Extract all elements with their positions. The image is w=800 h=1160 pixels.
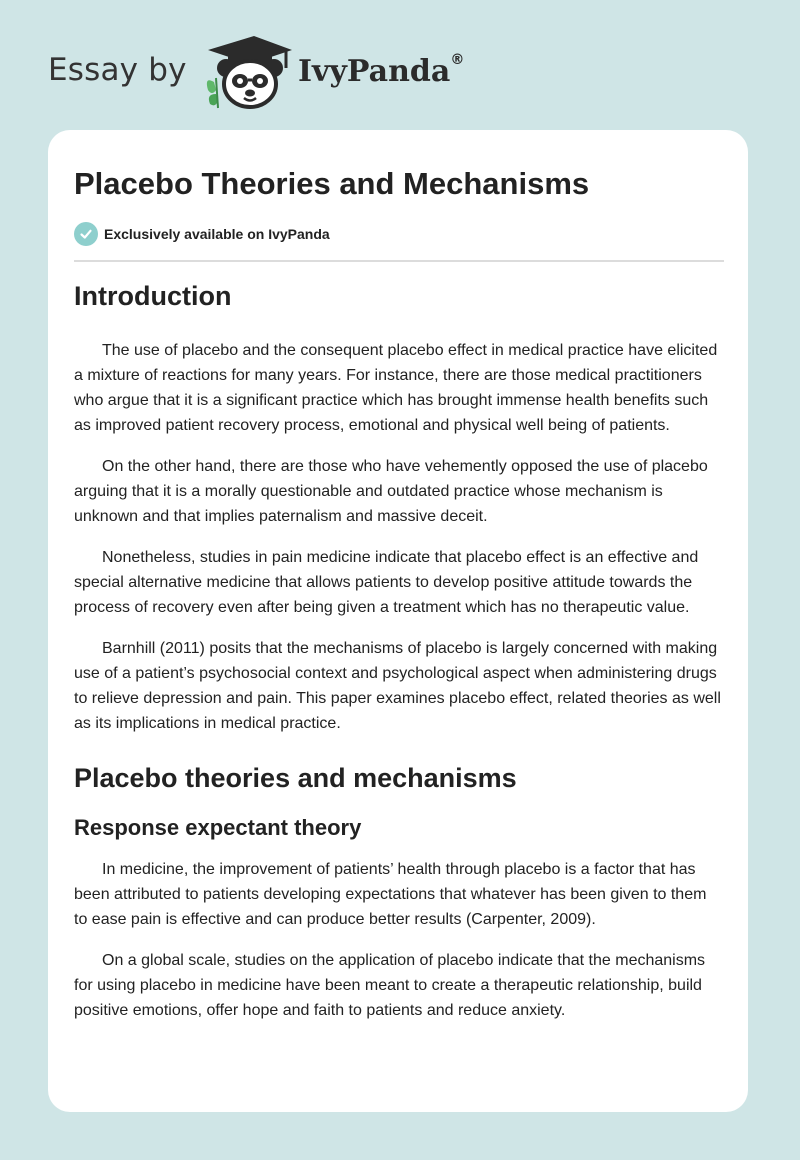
paragraph: Nonetheless, studies in pain medicine indicate that placebo effect is an effective and special alternative medicine that allows patients to develop positive attitude towards the process of recovery even after being given a treatment which has no therapeutic value.: [74, 548, 699, 616]
paragraph: On a global scale, studies on the application of placebo indicate that the mechanisms for using placebo in medicine have been meant to create a therapeutic relationship, build positive emotions, offer hope and faith to patients and reduce anxiety.: [74, 952, 706, 1019]
brand-name[interactable]: IvyPanda®: [298, 52, 465, 89]
article-body: [74, 280, 724, 1023]
section-heading-theories: Placebo theories and mechanisms: [74, 762, 517, 793]
subsection-heading-response-expectant: Response expectant theory: [74, 814, 362, 840]
check-icon: [74, 222, 98, 246]
page-title: Placebo Theories and Mechanisms: [74, 166, 590, 201]
essay-card: [48, 130, 748, 1112]
exclusive-text: Exclusively available on IvyPanda: [104, 226, 330, 242]
panda-logo-icon[interactable]: [202, 34, 294, 110]
paragraph: Barnhill (2011) posits that the mechanisms of placebo is largely concerned with making use of a patient’s psychosocial context and psychological aspect when administering drugs to relieve depression and pain. This paper examines placebo effect, related theories as well as its implications in medical practice.: [74, 639, 721, 732]
section-heading-introduction: Introduction: [74, 281, 232, 311]
paragraph: In medicine, the improvement of patients’ health through placebo is a factor that has been attributed to patients developing expectations that whatever has been given to them to ease pain is effective and can produce better results (Carpenter, 2009).: [74, 861, 707, 928]
site-header: [48, 30, 752, 110]
exclusive-badge: [74, 222, 330, 246]
registered-mark: ®: [450, 52, 465, 68]
essay-by-label: Essay by: [48, 52, 187, 88]
paragraph: The use of placebo and the consequent placebo effect in medical practice have elicited a mixture of reactions for many years. For instance, there are those medical practitioners who argue that it is a significant practice which has brought immense health benefits such as improved patient recovery process, emotional and physical well being of patients.: [74, 341, 718, 434]
paragraph: On the other hand, there are those who have vehemently opposed the use of placebo arguing that it is a morally questionable and outdated practice whose mechanism is unknown and that implies paternalism and massive deceit.: [74, 457, 708, 525]
divider: [74, 260, 724, 262]
